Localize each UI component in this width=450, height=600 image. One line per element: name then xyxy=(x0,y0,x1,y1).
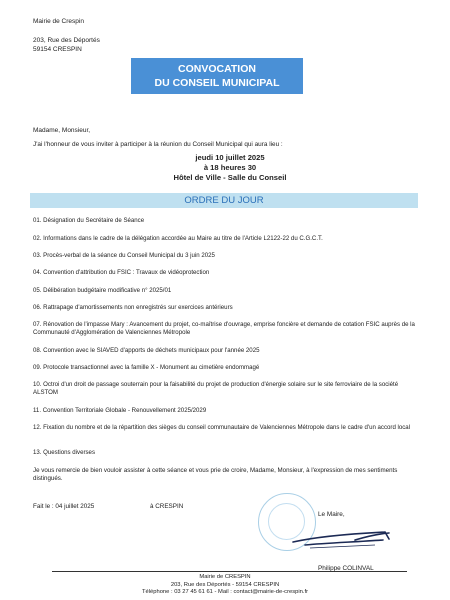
intro-text: J'ai l'honneur de vous inviter à participer à la réunion du Conseil Municipal qui aura lieu : xyxy=(33,141,283,148)
signoff-date: Fait le : 04 juillet 2025 xyxy=(33,503,95,510)
agenda-item: 10. Octroi d'un droit de passage souterrain pour la faisabilité du projet de production d'énergie solaire sur le site ferroviaire de la société ALSTOM xyxy=(33,381,399,396)
sender-city: 59154 CRESPIN xyxy=(33,46,82,53)
meeting-details xyxy=(120,153,340,183)
sender-street: 203, Rue des Déportés xyxy=(33,37,100,44)
footer-contact: Téléphone : 03 27 45 61 61 - Mail : contact@mairie-de-crespin.fr xyxy=(141,589,309,595)
mayor-name: Philippe COLINVAL xyxy=(318,565,374,572)
sender-address xyxy=(33,17,100,54)
agenda-item: 02. Informations dans le cadre de la délégation accordée au Maire au titre de l'Article L2122-22 du C.G.C.T. xyxy=(33,235,323,242)
title-banner xyxy=(131,58,303,94)
agenda-item: 07. Rénovation de l'impasse Mary : Avancement du projet, co-maîtrise d'ouvrage, emprise foncière et demande de cotation FSIC auprès de la Communauté d'Agglomération de Valenciennes Métropole xyxy=(33,321,415,336)
meeting-location: Hôtel de Ville - Salle du Conseil xyxy=(173,173,287,182)
sender-name: Mairie de Crespin xyxy=(33,18,84,25)
footer xyxy=(70,574,380,597)
footer-org: Mairie de CRESPIN xyxy=(199,574,251,580)
mayor-signature xyxy=(285,512,395,562)
footer-address: 203, Rue des Déportés - 59154 CRESPIN xyxy=(170,581,280,588)
signoff-place: à CRESPIN xyxy=(150,503,184,510)
meeting-time: à 18 heures 30 xyxy=(203,163,257,172)
agenda-item: 03. Procès-verbal de la séance du Conseil Municipal du 3 juin 2025 xyxy=(33,252,215,259)
agenda-item: 04. Convention d'attribution du FSIC : Travaux de vidéoprotection xyxy=(33,269,210,276)
agenda-item: 08. Convention avec le SIAVED d'apports de déchets municipaux pour l'année 2025 xyxy=(33,347,260,354)
agenda-item: 11. Convention Territoriale Globale - Renouvellement 2025/2029 xyxy=(33,407,207,414)
title-line-2: DU CONSEIL MUNICIPAL xyxy=(154,77,280,89)
agenda-item: 05. Délibération budgétaire modificative n° 2025/01 xyxy=(33,287,172,294)
agenda-header: ORDRE DU JOUR xyxy=(30,193,418,208)
salutation: Madame, Monsieur, xyxy=(33,127,91,134)
agenda-item: 01. Désignation du Secrétaire de Séance xyxy=(33,217,145,224)
closing-text: Je vous remercie de bien vouloir assister à cette séance et vous prie de croire, Madame, Monsieur, à l'expression de mes sentiments distingués. xyxy=(33,467,398,482)
agenda-item: 13. Questions diverses xyxy=(33,449,95,456)
agenda-item: 12. Fixation du nombre et de la répartition des sièges du conseil communautaire de Valenciennes Métropole dans le cadre d'un accord local xyxy=(33,424,411,431)
title-line-1: CONVOCATION xyxy=(178,63,256,75)
agenda-item: 06. Rattrapage d'amortissements non enregistrés sur exercices antérieurs xyxy=(33,304,233,311)
footer-divider xyxy=(52,571,407,572)
agenda-item: 09. Protocole transactionnel avec la famille X - Monument au cimetière endommagé xyxy=(33,364,260,371)
mayor-title: Le Maire, xyxy=(318,511,345,518)
meeting-date: jeudi 10 juillet 2025 xyxy=(195,153,265,162)
